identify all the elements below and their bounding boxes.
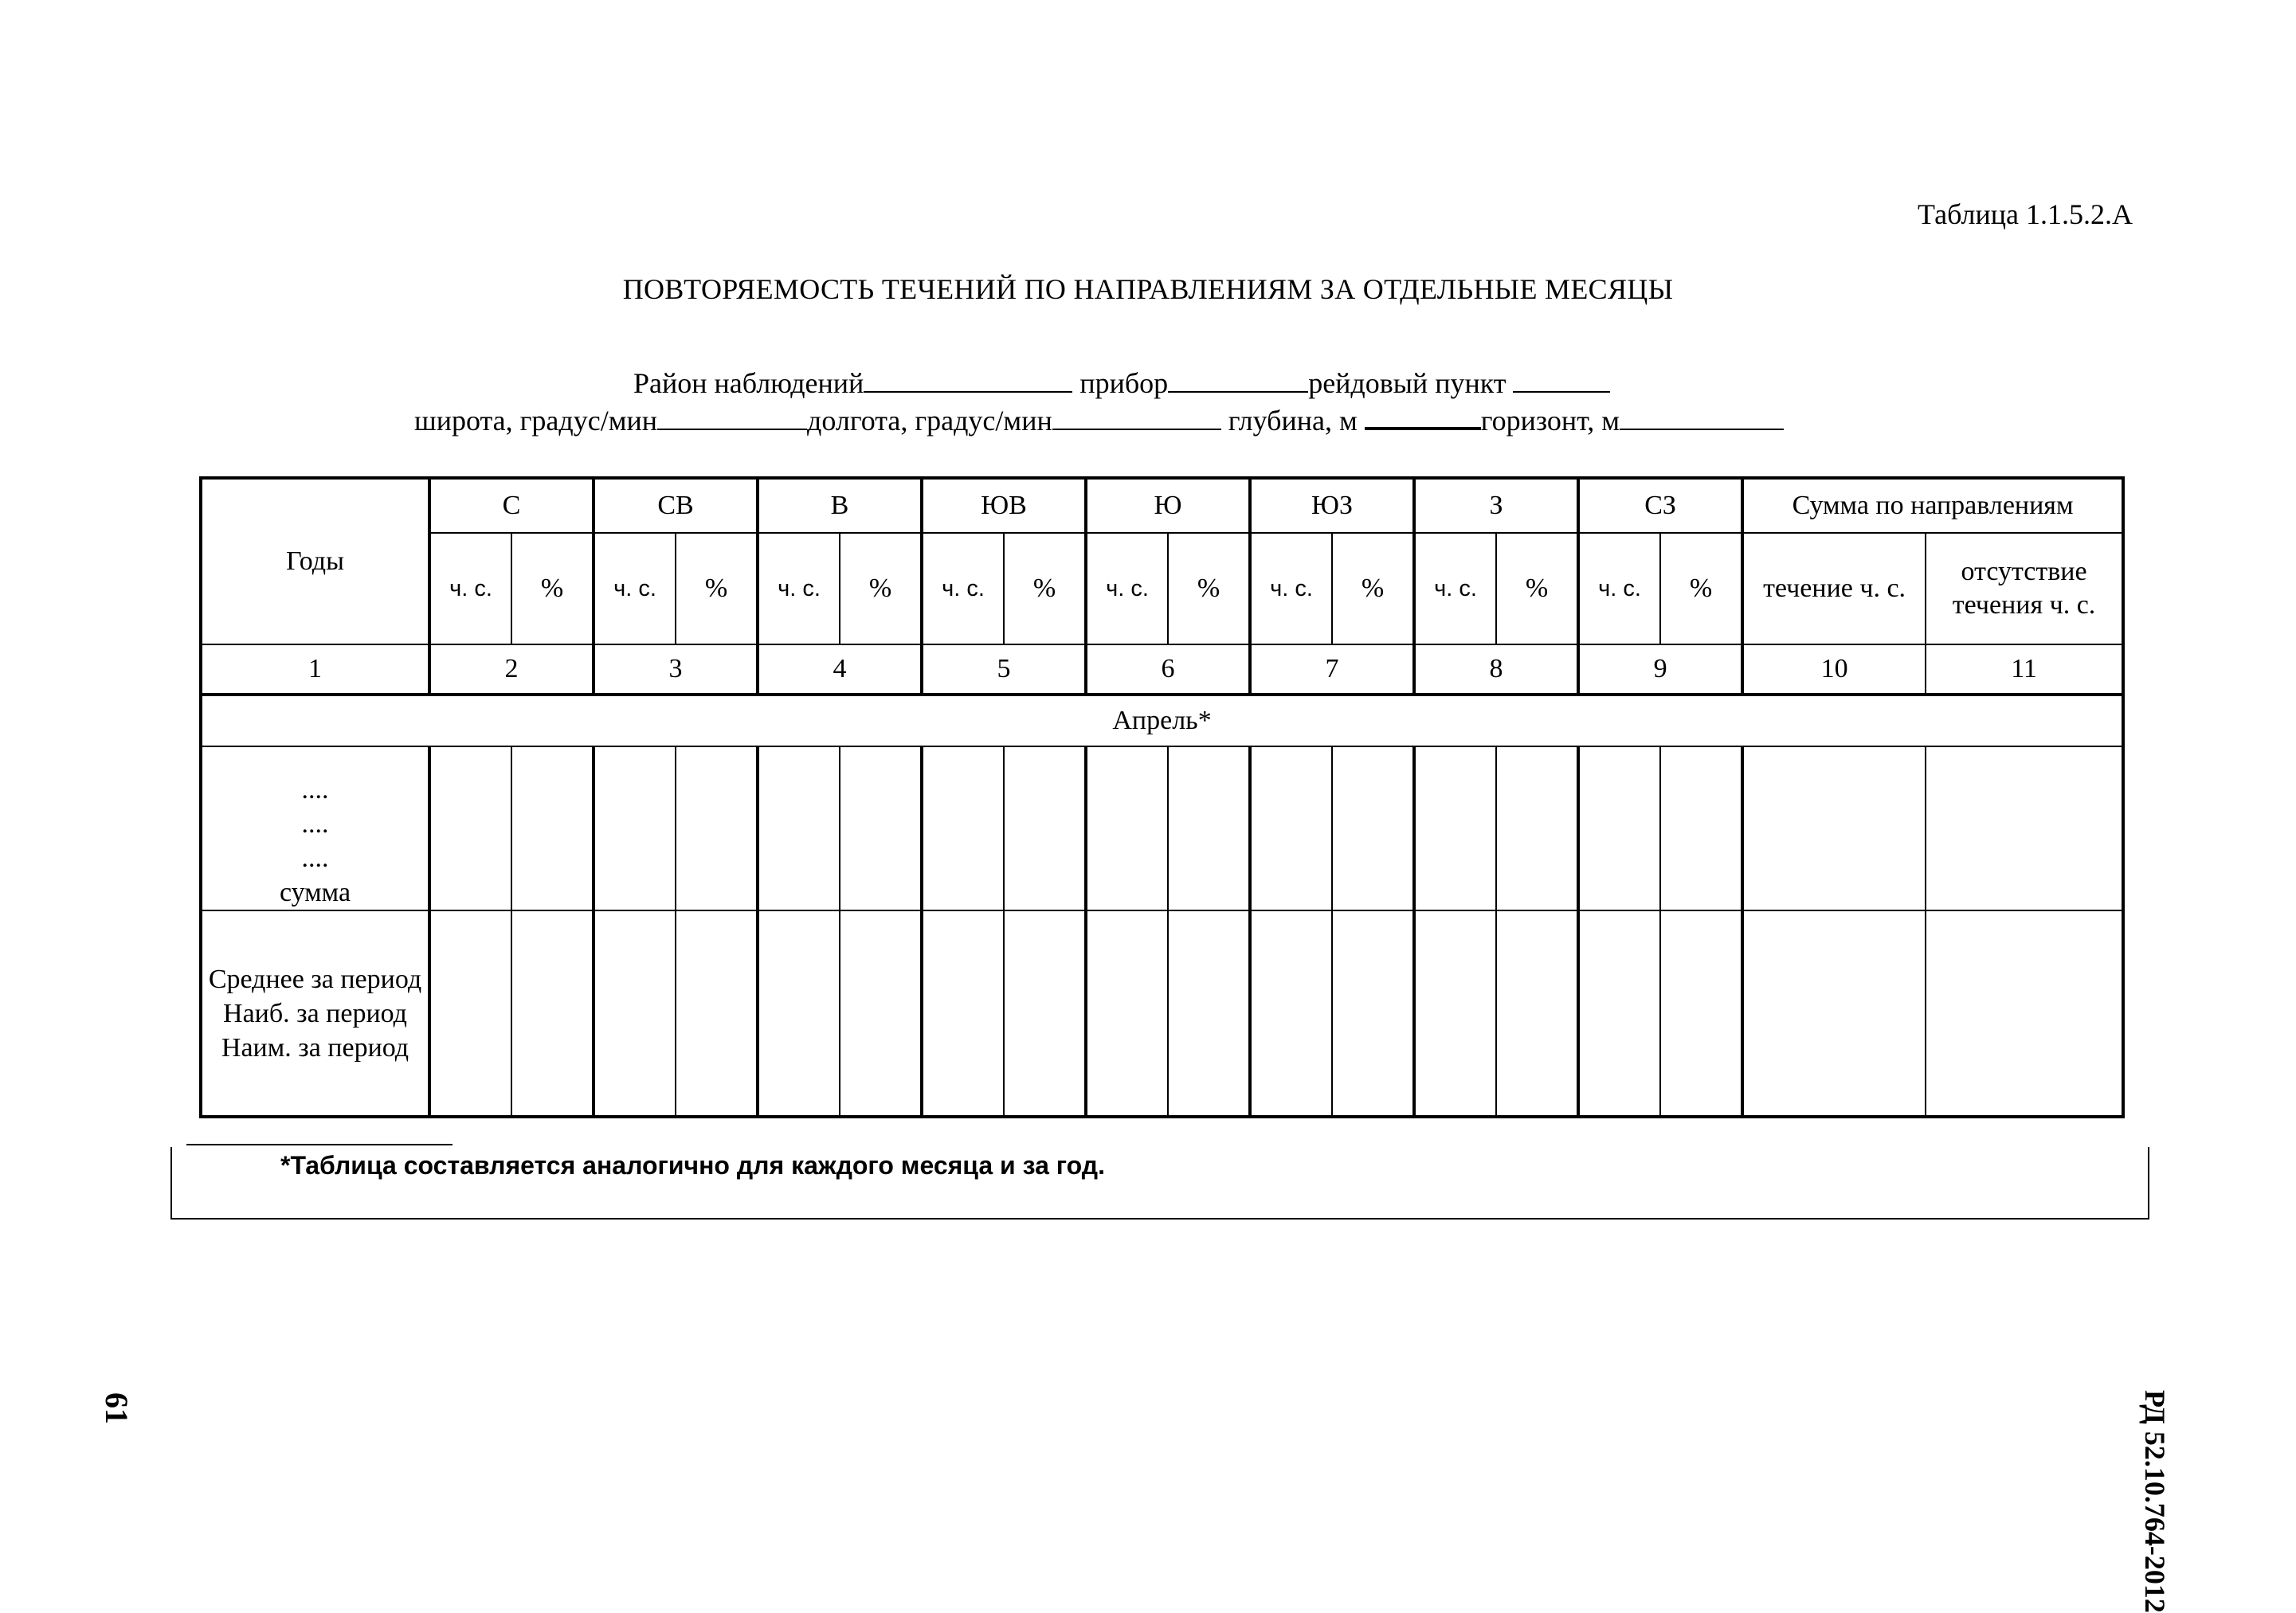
data-cell[interactable] bbox=[840, 910, 922, 1117]
column-number: 5 bbox=[922, 644, 1086, 695]
data-cell[interactable] bbox=[429, 910, 511, 1117]
longitude-blank bbox=[1052, 406, 1221, 430]
stats-list bbox=[202, 962, 428, 1065]
years-list bbox=[202, 761, 428, 910]
document-code: РД 52.10.764-2012 bbox=[2139, 1390, 2171, 1613]
data-cell[interactable] bbox=[1496, 910, 1578, 1117]
area-blank bbox=[864, 369, 1072, 393]
data-cell[interactable] bbox=[1496, 746, 1578, 910]
data-cell[interactable] bbox=[1004, 910, 1086, 1117]
direction-header: Ю bbox=[1086, 478, 1250, 533]
data-cell[interactable] bbox=[758, 910, 840, 1117]
hours-subheader: ч. с. bbox=[1086, 533, 1168, 644]
data-cell[interactable] bbox=[1332, 746, 1414, 910]
year-placeholder: .... bbox=[301, 809, 329, 839]
header-row-directions bbox=[201, 478, 2123, 533]
footnote-box-bottom-edge bbox=[170, 1218, 2149, 1220]
data-cell[interactable] bbox=[594, 910, 676, 1117]
area-label: Район наблюдений bbox=[633, 367, 864, 399]
data-cell[interactable] bbox=[594, 746, 676, 910]
column-number: 8 bbox=[1414, 644, 1578, 695]
direction-header: СЗ bbox=[1578, 478, 1742, 533]
page-number: 61 bbox=[99, 1392, 135, 1424]
column-number: 6 bbox=[1086, 644, 1250, 695]
years-cell bbox=[201, 746, 429, 910]
data-cell[interactable] bbox=[676, 910, 758, 1117]
longitude-label: долгота, градус/мин bbox=[807, 405, 1052, 437]
year-placeholder: .... bbox=[301, 844, 329, 873]
hours-subheader: ч. с. bbox=[1578, 533, 1660, 644]
percent-subheader: % bbox=[1168, 533, 1250, 644]
depth-label: глубина, м bbox=[1228, 405, 1358, 437]
horizon-label: горизонт, м bbox=[1480, 405, 1620, 437]
data-cell[interactable] bbox=[429, 746, 511, 910]
header-row-units bbox=[201, 533, 2123, 644]
column-number: 9 bbox=[1578, 644, 1742, 695]
percent-subheader: % bbox=[1660, 533, 1742, 644]
horizon-blank bbox=[1620, 406, 1784, 430]
data-cell[interactable] bbox=[1660, 746, 1742, 910]
stats-label: Наиб. за период bbox=[223, 998, 407, 1028]
data-cell[interactable] bbox=[922, 910, 1004, 1117]
table-label: Таблица 1.1.5.2.А bbox=[1918, 198, 2133, 230]
footnote-separator bbox=[186, 1144, 453, 1145]
column-number: 11 bbox=[1926, 644, 2123, 695]
percent-subheader: % bbox=[1004, 533, 1086, 644]
percent-subheader: % bbox=[840, 533, 922, 644]
data-cell[interactable] bbox=[1250, 746, 1332, 910]
device-label: прибор bbox=[1079, 367, 1169, 399]
data-cell[interactable] bbox=[1742, 910, 1926, 1117]
column-number-row bbox=[201, 644, 2123, 695]
data-cell[interactable] bbox=[1086, 746, 1168, 910]
percent-subheader: % bbox=[1332, 533, 1414, 644]
column-number: 3 bbox=[594, 644, 758, 695]
column-number: 4 bbox=[758, 644, 922, 695]
data-cell[interactable] bbox=[922, 746, 1004, 910]
month-label: Апрель* bbox=[201, 695, 2123, 746]
data-cell[interactable] bbox=[1742, 746, 1926, 910]
hours-subheader: ч. с. bbox=[1250, 533, 1332, 644]
stats-data-row bbox=[201, 910, 2123, 1117]
data-cell[interactable] bbox=[1414, 910, 1496, 1117]
latitude-label: широта, градус/мин bbox=[414, 405, 658, 437]
footnote: *Таблица составляется аналогично для каждого месяца и за год. bbox=[280, 1151, 1105, 1180]
direction-header: З bbox=[1414, 478, 1578, 533]
data-cell[interactable] bbox=[840, 746, 922, 910]
years-data-row bbox=[201, 746, 2123, 910]
column-number: 10 bbox=[1742, 644, 1926, 695]
data-cell[interactable] bbox=[1578, 746, 1660, 910]
data-cell[interactable] bbox=[1414, 746, 1496, 910]
year-placeholder: .... bbox=[301, 775, 329, 805]
meta-line-2 bbox=[414, 404, 1784, 437]
sum-header: Сумма по направлениям bbox=[1742, 478, 2123, 533]
percent-subheader: % bbox=[511, 533, 594, 644]
column-number: 7 bbox=[1250, 644, 1414, 695]
data-cell[interactable] bbox=[1578, 910, 1660, 1117]
page-title: ПОВТОРЯЕМОСТЬ ТЕЧЕНИЙ ПО НАПРАВЛЕНИЯМ ЗА ОТДЕЛЬНЫЕ МЕСЯЦЫ bbox=[622, 273, 1674, 305]
data-cell[interactable] bbox=[1004, 746, 1086, 910]
years-header: Годы bbox=[201, 478, 429, 644]
hours-subheader: ч. с. bbox=[1414, 533, 1496, 644]
device-blank bbox=[1168, 369, 1308, 393]
latitude-blank bbox=[657, 406, 807, 430]
stats-label: Наим. за период bbox=[221, 1032, 409, 1063]
hours-subheader: ч. с. bbox=[758, 533, 840, 644]
meta-line-1 bbox=[633, 366, 1610, 400]
stats-label: Среднее за период bbox=[208, 964, 422, 994]
roadstead-blank bbox=[1513, 369, 1610, 393]
sum-absence-subheader: отсутствие течения ч. с. bbox=[1926, 533, 2123, 644]
data-cell[interactable] bbox=[1926, 910, 2123, 1117]
footnote-box-left-edge bbox=[170, 1147, 172, 1219]
footnote-box-right-edge bbox=[2148, 1147, 2149, 1219]
roadstead-label: рейдовый пункт bbox=[1308, 367, 1507, 399]
direction-header: ЮЗ bbox=[1250, 478, 1414, 533]
hours-subheader: ч. с. bbox=[922, 533, 1004, 644]
direction-header: ЮВ bbox=[922, 478, 1086, 533]
data-cell[interactable] bbox=[1332, 910, 1414, 1117]
percent-subheader: % bbox=[676, 533, 758, 644]
frequency-table bbox=[199, 476, 2125, 1118]
data-cell[interactable] bbox=[1168, 910, 1250, 1117]
depth-blank bbox=[1365, 405, 1481, 430]
data-cell[interactable] bbox=[1250, 910, 1332, 1117]
direction-header: В bbox=[758, 478, 922, 533]
data-cell[interactable] bbox=[511, 910, 594, 1117]
column-number: 1 bbox=[201, 644, 429, 695]
hours-subheader: ч. с. bbox=[594, 533, 676, 644]
data-cell[interactable] bbox=[758, 746, 840, 910]
data-cell[interactable] bbox=[1660, 910, 1742, 1117]
data-cell[interactable] bbox=[1086, 910, 1168, 1117]
data-cell[interactable] bbox=[1926, 746, 2123, 910]
direction-header: С bbox=[429, 478, 594, 533]
sum-row-label: сумма bbox=[279, 878, 351, 907]
sum-current-subheader: течение ч. с. bbox=[1742, 533, 1926, 644]
stats-cell bbox=[201, 910, 429, 1117]
data-cell[interactable] bbox=[676, 746, 758, 910]
direction-header: СВ bbox=[594, 478, 758, 533]
percent-subheader: % bbox=[1496, 533, 1578, 644]
data-cell[interactable] bbox=[511, 746, 594, 910]
hours-subheader: ч. с. bbox=[429, 533, 511, 644]
data-cell[interactable] bbox=[1168, 746, 1250, 910]
month-row bbox=[201, 695, 2123, 746]
column-number: 2 bbox=[429, 644, 594, 695]
